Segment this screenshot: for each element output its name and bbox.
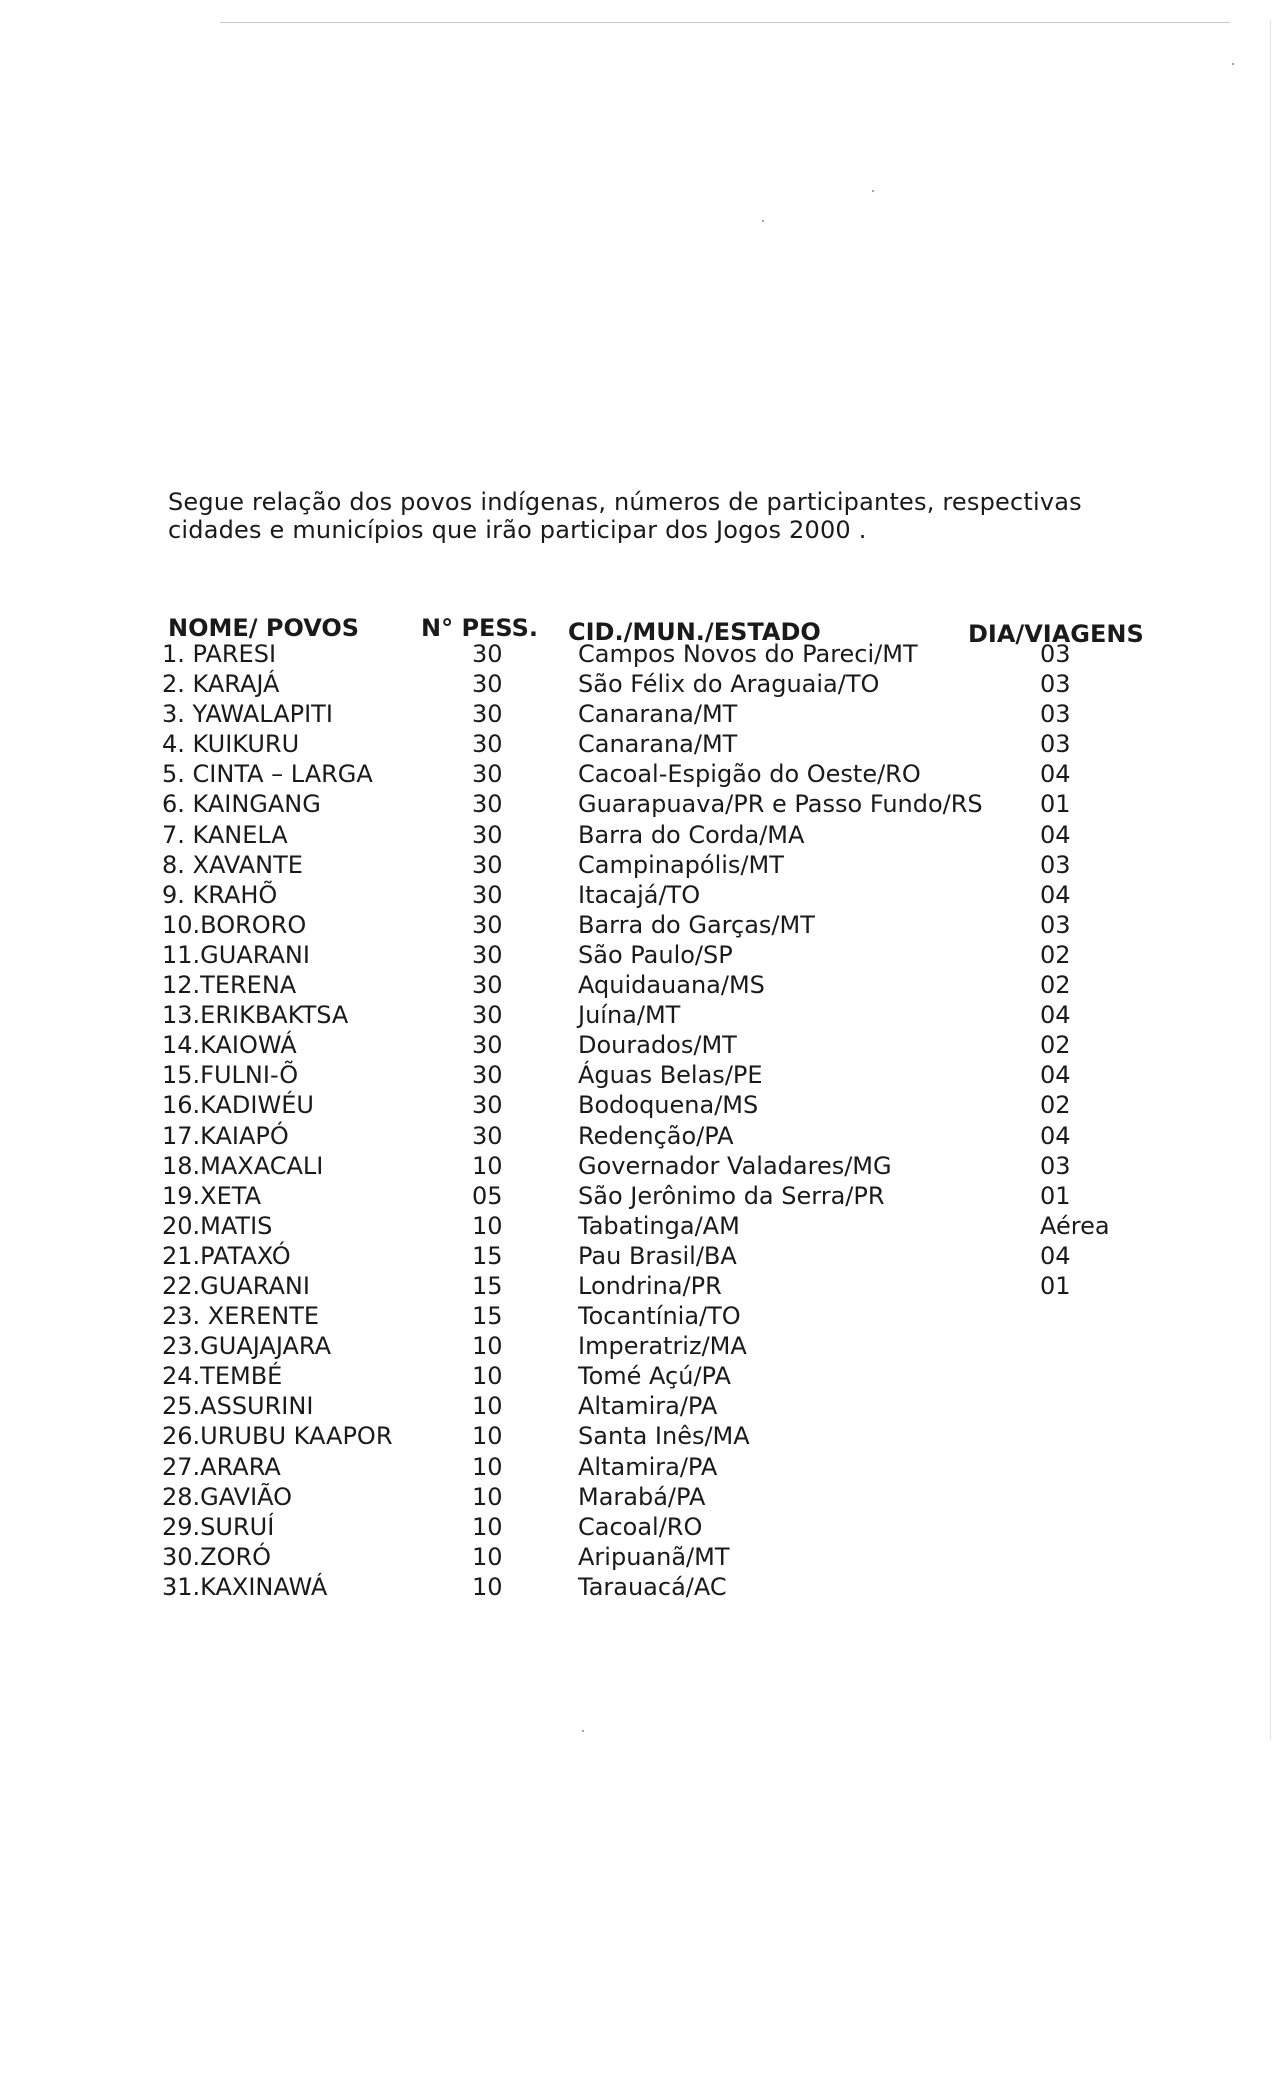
row-cidade-estado: Tomé Açú/PA [578, 1362, 731, 1391]
row-dia-viagens: 03 [1040, 730, 1071, 759]
row-nome-povo: 31.KAXINAWÁ [162, 1572, 328, 1601]
row-numero-pessoas: 30 [472, 1001, 503, 1030]
row-numero-pessoas: 30 [472, 880, 503, 909]
row-cidade-estado: Altamira/PA [578, 1452, 718, 1481]
table-row [0, 1242, 1275, 1272]
row-cidade-estado: Canarana/MT [578, 730, 738, 759]
row-nome-povo: 23.GUAJAJARA [162, 1332, 332, 1361]
row-nome-povo: 23. XERENTE [162, 1302, 320, 1331]
row-cidade-estado: São Félix do Araguaia/TO [578, 670, 880, 699]
row-cidade-estado: Tocantínia/TO [578, 1302, 741, 1331]
row-cidade-estado: Aripuanã/MT [578, 1542, 730, 1571]
table-row [0, 670, 1275, 700]
row-numero-pessoas: 15 [472, 1241, 503, 1270]
row-cidade-estado: São Jerônimo da Serra/PR [578, 1181, 885, 1210]
row-numero-pessoas: 30 [472, 1121, 503, 1150]
row-numero-pessoas: 05 [472, 1181, 503, 1210]
table-row [0, 971, 1275, 1001]
row-dia-viagens: 04 [1040, 880, 1071, 909]
table-row [0, 730, 1275, 760]
row-cidade-estado: Imperatriz/MA [578, 1332, 747, 1361]
table-row [0, 1513, 1275, 1543]
row-cidade-estado: Canarana/MT [578, 700, 738, 729]
row-numero-pessoas: 30 [472, 1031, 503, 1060]
row-dia-viagens: 04 [1040, 1001, 1071, 1030]
row-cidade-estado: Redenção/PA [578, 1121, 734, 1150]
table-row [0, 941, 1275, 971]
row-dia-viagens: 04 [1040, 1241, 1071, 1270]
row-nome-povo: 30.ZORÓ [162, 1542, 272, 1571]
table-row [0, 1001, 1275, 1031]
row-cidade-estado: Juína/MT [578, 1001, 681, 1030]
header-nome-povos: NOME/ POVOS [168, 614, 360, 642]
table-row [0, 1031, 1275, 1061]
row-nome-povo: 4. KUIKURU [162, 730, 300, 759]
row-numero-pessoas: 30 [472, 700, 503, 729]
row-numero-pessoas: 10 [472, 1211, 503, 1240]
row-dia-viagens: 01 [1040, 790, 1071, 819]
row-nome-povo: 27.ARARA [162, 1452, 281, 1481]
row-numero-pessoas: 10 [472, 1542, 503, 1571]
header-numero-pessoas: N° PESS. [421, 614, 539, 642]
table-row [0, 851, 1275, 881]
row-dia-viagens: Aérea [1040, 1211, 1110, 1240]
table-row [0, 1392, 1275, 1422]
table-row [0, 1302, 1275, 1332]
row-cidade-estado: Marabá/PA [578, 1482, 706, 1511]
row-dia-viagens: 01 [1040, 1271, 1071, 1300]
row-numero-pessoas: 30 [472, 730, 503, 759]
row-numero-pessoas: 10 [472, 1512, 503, 1541]
row-dia-viagens: 02 [1040, 940, 1071, 969]
row-nome-povo: 14.KAIOWÁ [162, 1031, 297, 1060]
intro-line-2: cidades e municípios que irão participar dos Jogos 2000 . [168, 516, 867, 544]
row-cidade-estado: Barra do Garças/MT [578, 910, 815, 939]
row-nome-povo: 10.BORORO [162, 910, 307, 939]
row-numero-pessoas: 10 [472, 1572, 503, 1601]
table-row [0, 1122, 1275, 1152]
row-numero-pessoas: 30 [472, 1061, 503, 1090]
row-dia-viagens: 02 [1040, 971, 1071, 1000]
row-nome-povo: 13.ERIKBAKTSA [162, 1001, 349, 1030]
row-numero-pessoas: 30 [472, 940, 503, 969]
table-row [0, 1061, 1275, 1091]
row-numero-pessoas: 30 [472, 790, 503, 819]
table-row [0, 760, 1275, 790]
row-cidade-estado: Pau Brasil/BA [578, 1241, 737, 1270]
scan-speck [582, 1730, 584, 1732]
row-numero-pessoas: 30 [472, 640, 503, 668]
row-cidade-estado: Aquidauana/MS [578, 971, 765, 1000]
row-nome-povo: 9. KRAHÕ [162, 880, 278, 909]
header-dia-viagens: DIA/VIAGENS [968, 620, 1144, 648]
row-dia-viagens: 04 [1040, 1121, 1071, 1150]
header-cidade-municipio-estado: CID./MUN./ESTADO [568, 618, 821, 646]
row-cidade-estado: São Paulo/SP [578, 940, 733, 969]
row-numero-pessoas: 30 [472, 760, 503, 789]
row-cidade-estado: Barra do Corda/MA [578, 820, 805, 849]
table-row [0, 1091, 1275, 1121]
table-row [0, 1422, 1275, 1452]
scan-speck [1232, 63, 1234, 65]
row-nome-povo: 26.URUBU KAAPOR [162, 1422, 393, 1451]
table-row [0, 1152, 1275, 1182]
row-nome-povo: 17.KAIAPÓ [162, 1121, 289, 1150]
intro-line-1: Segue relação dos povos indígenas, números de participantes, respectivas [168, 488, 1082, 516]
row-dia-viagens: 04 [1040, 760, 1071, 789]
row-dia-viagens: 04 [1040, 1061, 1071, 1090]
row-cidade-estado: Tarauacá/AC [578, 1572, 727, 1601]
row-dia-viagens: 02 [1040, 1091, 1071, 1120]
row-cidade-estado: Itacajá/TO [578, 880, 701, 909]
row-cidade-estado: Águas Belas/PE [578, 1061, 763, 1090]
table-row [0, 1543, 1275, 1573]
row-nome-povo: 12.TERENA [162, 971, 297, 1000]
row-nome-povo: 2. KARAJÁ [162, 670, 280, 699]
row-nome-povo: 21.PATAXÓ [162, 1241, 291, 1270]
row-nome-povo: 28.GAVIÃO [162, 1482, 293, 1511]
row-numero-pessoas: 10 [472, 1482, 503, 1511]
row-cidade-estado: Campinapólis/MT [578, 850, 784, 879]
row-nome-povo: 5. CINTA – LARGA [162, 760, 373, 789]
table-row [0, 1362, 1275, 1392]
intro-paragraph [168, 488, 1168, 544]
row-numero-pessoas: 10 [472, 1332, 503, 1361]
row-numero-pessoas: 30 [472, 1091, 503, 1120]
row-cidade-estado: Governador Valadares/MG [578, 1151, 892, 1180]
row-cidade-estado: Londrina/PR [578, 1271, 722, 1300]
table-row [0, 1212, 1275, 1242]
row-nome-povo: 18.MAXACALI [162, 1151, 324, 1180]
scan-speck [872, 190, 874, 192]
row-nome-povo: 25.ASSURINI [162, 1392, 314, 1421]
row-dia-viagens: 03 [1040, 640, 1071, 668]
row-dia-viagens: 03 [1040, 1151, 1071, 1180]
row-dia-viagens: 03 [1040, 670, 1071, 699]
row-dia-viagens: 03 [1040, 700, 1071, 729]
row-numero-pessoas: 10 [472, 1151, 503, 1180]
table-row [0, 1272, 1275, 1302]
table-row [0, 700, 1275, 730]
row-numero-pessoas: 10 [472, 1392, 503, 1421]
table-row [0, 911, 1275, 941]
table-row [0, 1332, 1275, 1362]
row-dia-viagens: 03 [1040, 910, 1071, 939]
scan-edge-line [330, 22, 1230, 23]
scan-speck [762, 220, 764, 222]
row-cidade-estado: Campos Novos do Pareci/MT [578, 640, 918, 668]
row-nome-povo: 19.XETA [162, 1181, 261, 1210]
row-cidade-estado: Altamira/PA [578, 1392, 718, 1421]
row-nome-povo: 1. PARESI [162, 640, 277, 668]
table-row [0, 1182, 1275, 1212]
row-numero-pessoas: 15 [472, 1302, 503, 1331]
table-row [0, 881, 1275, 911]
row-cidade-estado: Tabatinga/AM [578, 1211, 740, 1240]
row-cidade-estado: Guarapuava/PR e Passo Fundo/RS [578, 790, 983, 819]
table-row [0, 1453, 1275, 1483]
row-dia-viagens: 01 [1040, 1181, 1071, 1210]
row-nome-povo: 6. KAINGANG [162, 790, 321, 819]
row-numero-pessoas: 30 [472, 850, 503, 879]
row-nome-povo: 24.TEMBÉ [162, 1362, 283, 1391]
table-row [0, 640, 1275, 670]
row-numero-pessoas: 10 [472, 1362, 503, 1391]
row-nome-povo: 29.SURUÍ [162, 1512, 275, 1541]
row-numero-pessoas: 10 [472, 1422, 503, 1451]
row-nome-povo: 7. KANELA [162, 820, 288, 849]
table-row [0, 1573, 1275, 1603]
table-row [0, 821, 1275, 851]
row-numero-pessoas: 30 [472, 820, 503, 849]
row-cidade-estado: Dourados/MT [578, 1031, 737, 1060]
row-nome-povo: 3. YAWALAPITI [162, 700, 333, 729]
row-numero-pessoas: 30 [472, 971, 503, 1000]
row-dia-viagens: 02 [1040, 1031, 1071, 1060]
row-cidade-estado: Bodoquena/MS [578, 1091, 759, 1120]
row-nome-povo: 8. XAVANTE [162, 850, 303, 879]
row-numero-pessoas: 30 [472, 670, 503, 699]
row-cidade-estado: Cacoal/RO [578, 1512, 703, 1541]
row-dia-viagens: 04 [1040, 820, 1071, 849]
row-nome-povo: 11.GUARANI [162, 940, 310, 969]
row-numero-pessoas: 15 [472, 1271, 503, 1300]
row-cidade-estado: Cacoal-Espigão do Oeste/RO [578, 760, 921, 789]
table-row [0, 1483, 1275, 1513]
row-numero-pessoas: 10 [472, 1452, 503, 1481]
table-body [0, 640, 1275, 1603]
row-cidade-estado: Santa Inês/MA [578, 1422, 750, 1451]
table-row [0, 790, 1275, 820]
row-numero-pessoas: 30 [472, 910, 503, 939]
row-nome-povo: 15.FULNI-Õ [162, 1061, 299, 1090]
row-nome-povo: 22.GUARANI [162, 1271, 310, 1300]
row-nome-povo: 20.MATIS [162, 1211, 273, 1240]
row-nome-povo: 16.KADIWÉU [162, 1091, 314, 1120]
row-dia-viagens: 03 [1040, 850, 1071, 879]
